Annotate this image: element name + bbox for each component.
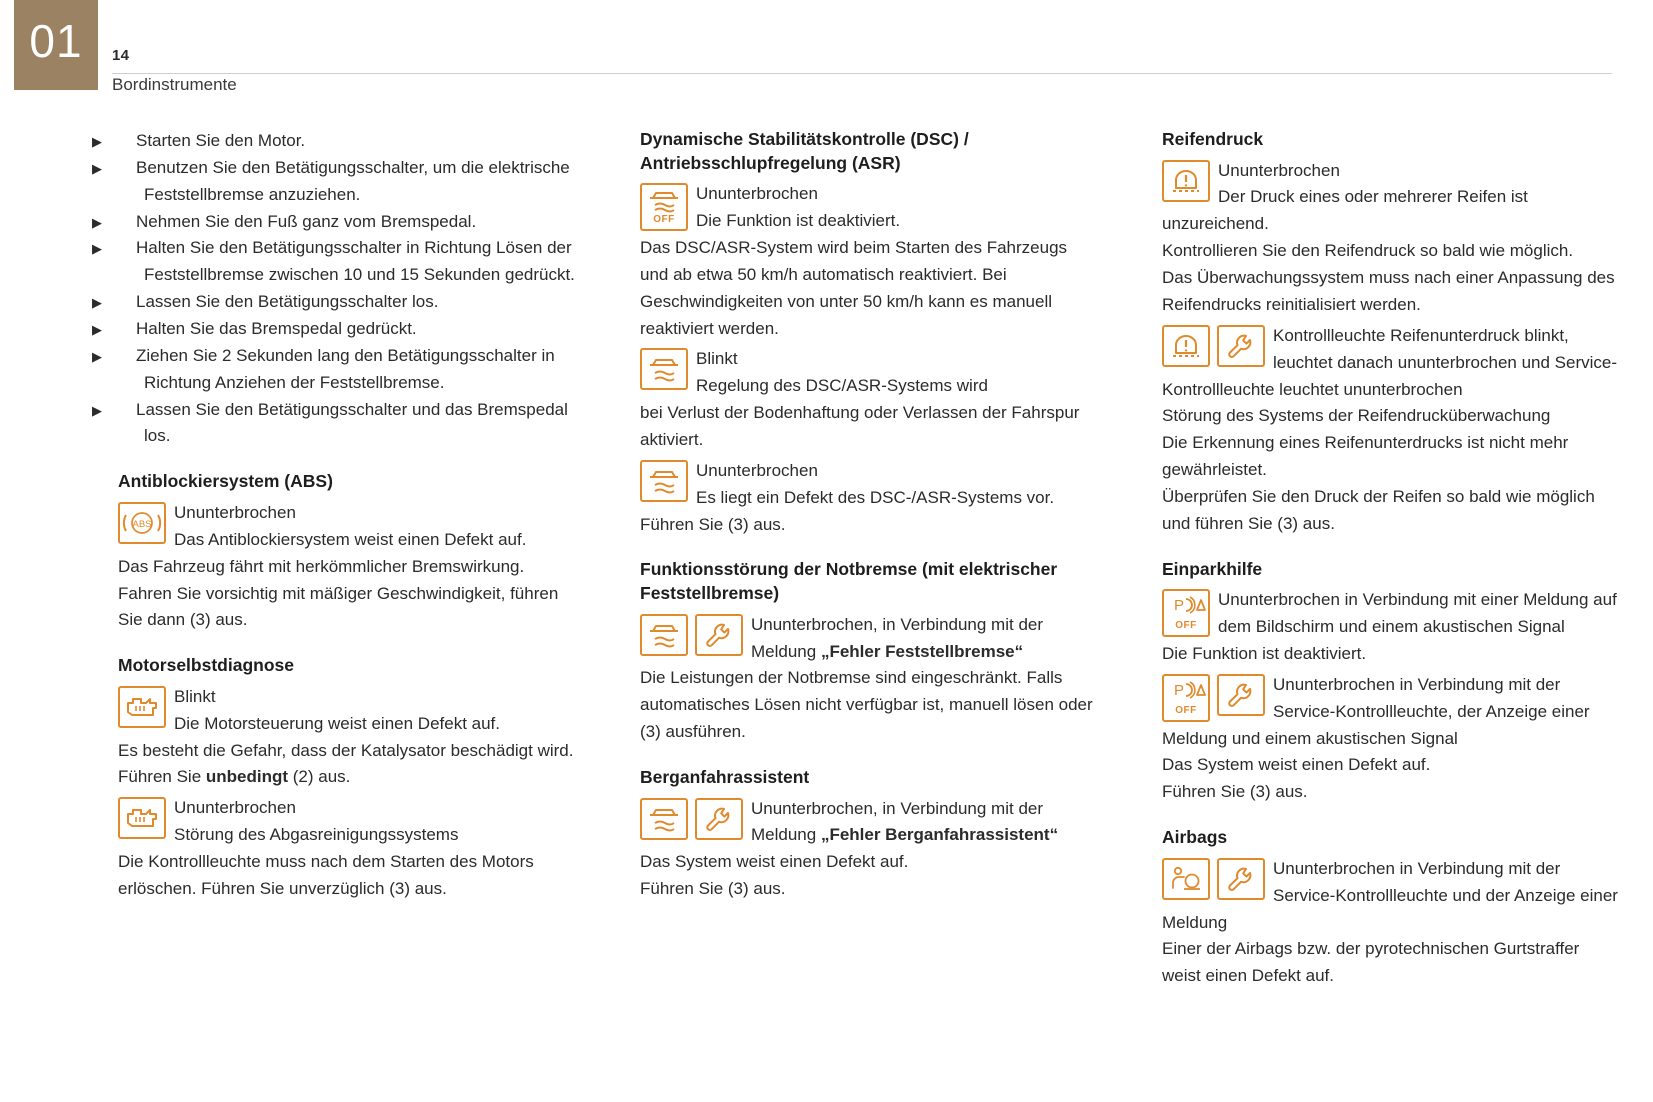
engine-entry-steady (118, 795, 578, 902)
triangle-bullet-icon: ▶ (92, 160, 102, 176)
car-skid-icon (640, 348, 688, 390)
airbag-icon (1162, 858, 1210, 900)
off-label: OFF (653, 214, 675, 226)
abs-text: Ununterbrochen Das Antiblockiersystem weist einen Defekt auf. Das Fahrzeug fährt mit herkömmlicher Bremswirkung. Fahren Sie vorsichtig mit mäßiger Geschwindigkeit, führen Sie dann (3) aus. (118, 502, 559, 630)
dsc-entry-blink (640, 346, 1100, 453)
engine-check-icon (118, 797, 166, 839)
triangle-bullet-icon: ▶ (92, 322, 102, 338)
icon-group (640, 348, 688, 390)
icon-group (1162, 589, 1210, 637)
abs-icon (118, 502, 166, 544)
reifendruck-low-text: Ununterbrochen Der Druck eines oder mehrerer Reifen ist unzureichend. Kontrollieren Sie den Reifendruck so bald wie möglich. Das Überwachungssystem muss nach einer Anpassung des Reifendrucks reinitialisiert werden. (1162, 160, 1615, 314)
list-item: ▶ Lassen Sie den Betätigungsschalter los. (118, 289, 578, 316)
engine-blink-text: Blinkt Die Motorsteuerung weist einen Defekt auf. Es besteht die Gefahr, dass der Katalysator beschädigt wird. Führen Sie unbedingt (2) aus. (118, 686, 574, 787)
icon-group (1162, 160, 1210, 202)
column-left (92, 128, 578, 990)
list-item: ▶ Starten Sie den Motor. (118, 128, 578, 155)
einparkhilfe-entry-off (1162, 587, 1622, 668)
berganfahr-entry (640, 796, 1100, 903)
reifendruck-entry-low (1162, 158, 1622, 319)
svg-text:P: P (1174, 681, 1185, 699)
service-wrench-icon (1217, 325, 1265, 367)
car-skid-icon (640, 614, 688, 656)
service-wrench-icon (1217, 674, 1265, 716)
park-assist-off-icon (1162, 674, 1210, 722)
icon-group (118, 797, 166, 839)
triangle-bullet-icon: ▶ (92, 402, 102, 418)
list-item: ▶ Halten Sie das Bremspedal gedrückt. (118, 316, 578, 343)
notbremse-entry (640, 612, 1100, 746)
service-wrench-icon (695, 614, 743, 656)
engine-check-icon (118, 686, 166, 728)
icon-group (118, 686, 166, 728)
dsc-entry-defect (640, 458, 1100, 539)
svg-text:P: P (1174, 597, 1185, 615)
header-page-number-wrap (112, 47, 129, 66)
car-skid-icon (640, 460, 688, 502)
airbags-entry (1162, 856, 1622, 990)
service-wrench-icon (695, 798, 743, 840)
einparkhilfe-off-text: Ununterbrochen in Verbindung mit einer Meldung auf dem Bildschirm und einem akustischen Signal Die Funktion ist deaktiviert. (1162, 590, 1617, 663)
heading-airbags: Airbags (1162, 827, 1228, 848)
heading-einparkhilfe: Einparkhilfe (1162, 558, 1263, 579)
berganfahr-text: Ununterbrochen, in Verbindung mit der Meldung „Fehler Berganfahrassistent“ Das System weist einen Defekt auf. Führen Sie (3) aus. (640, 798, 1059, 899)
list-item: ▶ Benutzen Sie den Betätigungsschalter, um die elektrische Feststellbremse anzuziehen. (92, 157, 570, 204)
icon-group (640, 460, 688, 502)
icon-group (1162, 674, 1265, 722)
abs-entry (118, 500, 578, 634)
triangle-bullet-icon: ▶ (92, 214, 102, 230)
park-assist-off-icon (1162, 589, 1210, 637)
svg-text:ABS: ABS (132, 518, 152, 530)
car-skid-icon (640, 798, 688, 840)
page-header (0, 0, 1653, 105)
reifendruck-entry-fault (1162, 323, 1622, 538)
engine-entry-blink (118, 684, 578, 791)
heading-abs: Antiblockiersystem (ABS) (118, 471, 333, 492)
triangle-bullet-icon: ▶ (92, 241, 102, 257)
heading-dsc-asr: Dynamische Stabilitätskontrolle (DSC) / Antriebsschlupfregelung (ASR) (640, 129, 969, 173)
content-columns (0, 128, 1653, 990)
unbedingt-line: Führen Sie unbedingt (2) aus. (118, 767, 351, 787)
off-label: OFF (1175, 705, 1197, 717)
engine-steady-text: Ununterbrochen Störung des Abgasreinigungssystems Die Kontrollleuchte muss nach dem Starten des Motors erlöschen. Führen Sie unverzüglich (3) aus. (118, 798, 534, 898)
icon-group (118, 502, 166, 544)
heading-notbremse: Funktionsstörung der Notbremse (mit elektrischer Feststellbremse) (640, 559, 1058, 604)
icon-group (640, 798, 743, 840)
notbremse-text: Ununterbrochen, in Verbindung mit der Meldung „Fehler Feststellbremse“ Die Leistungen der Notbremse sind eingeschränkt. Falls automatisches Lösen nicht verfügbar ist, manuell lösen oder (3) ausführen. (640, 614, 1093, 742)
list-item: ▶ Lassen Sie den Betätigungsschalter und das Bremspedal los. (92, 399, 568, 446)
list-item: ▶ Ziehen Sie 2 Sekunden lang den Betätigungsschalter in Richtung Anziehen der Feststellbremse. (92, 345, 555, 392)
heading-engine-diagnosis: Motorselbstdiagnose (118, 655, 294, 676)
airbags-text: Ununterbrochen in Verbindung mit der Service-Kontrollleuchte und der Anzeige einer Meldung Einer der Airbags bzw. der pyrotechnischen Gurtstraffer weist einen Defekt auf. (1162, 858, 1618, 986)
einparkhilfe-fault-text: Ununterbrochen in Verbindung mit der Service-Kontrollleuchte, der Anzeige einer Meldung und einem akustischen Signal Das System weist einen Defekt auf. Führen Sie (3) aus. (1162, 674, 1590, 802)
dsc-blink-text: Blinkt Regelung des DSC/ASR-Systems wird bei Verlust der Bodenhaftung oder Verlassen der Fahrspur aktiviert. (640, 349, 1080, 449)
dsc-defect-text: Ununterbrochen Es liegt ein Defekt des DSC-/ASR-Systems vor. Führen Sie (3) aus. (640, 460, 1055, 534)
tire-pressure-icon (1162, 160, 1210, 202)
page-number: 14 (112, 47, 130, 64)
icon-group (1162, 858, 1265, 900)
triangle-bullet-icon: ▶ (92, 295, 102, 311)
column-right (1162, 128, 1622, 990)
chapter-badge: 01 (14, 0, 98, 90)
heading-berganfahrassistent: Berganfahrassistent (640, 766, 810, 787)
icon-group (640, 183, 688, 231)
section-title: Bordinstrumente (112, 75, 237, 94)
list-item: ▶ Nehmen Sie den Fuß ganz vom Bremspedal. (118, 209, 578, 236)
column-middle (640, 128, 1100, 990)
dsc-entry-off (640, 181, 1100, 342)
off-label: OFF (1175, 620, 1197, 632)
icon-group (1162, 325, 1265, 367)
service-wrench-icon (1217, 858, 1265, 900)
dsc-off-text: Ununterbrochen Die Funktion ist deaktiviert. Das DSC/ASR-System wird beim Starten des Fahrzeugs und ab etwa 50 km/h automatisch reaktiviert. Bei Geschwindigkeiten von unter 50 km/h kann es manuell reaktiviert werden. (640, 184, 1068, 338)
triangle-bullet-icon: ▶ (92, 134, 102, 149)
tire-pressure-icon (1162, 325, 1210, 367)
einparkhilfe-entry-fault (1162, 672, 1622, 806)
heading-reifendruck: Reifendruck (1162, 129, 1264, 149)
car-skid-off-icon (640, 183, 688, 231)
list-item: ▶ Halten Sie den Betätigungsschalter in Richtung Lösen der Feststellbremse zwischen 10 und 15 Sekunden gedrückt. (92, 238, 575, 285)
reifendruck-fault-text: Kontrollleuchte Reifenunterdruck blinkt, leuchtet danach ununterbrochen und Service-Kontrollleuchte leuchtet ununterbrochen Störung des Systems der Reifendrucküberwachung Die Erkennung eines Reifenunterdrucks ist nicht mehr gewährleistet. Überprüfen Sie den Druck der Reifen so bald wie möglich und führen Sie (3) aus. (1162, 325, 1618, 533)
triangle-bullet-icon: ▶ (92, 348, 102, 364)
icon-group (640, 614, 743, 656)
header-divider (112, 73, 1612, 74)
